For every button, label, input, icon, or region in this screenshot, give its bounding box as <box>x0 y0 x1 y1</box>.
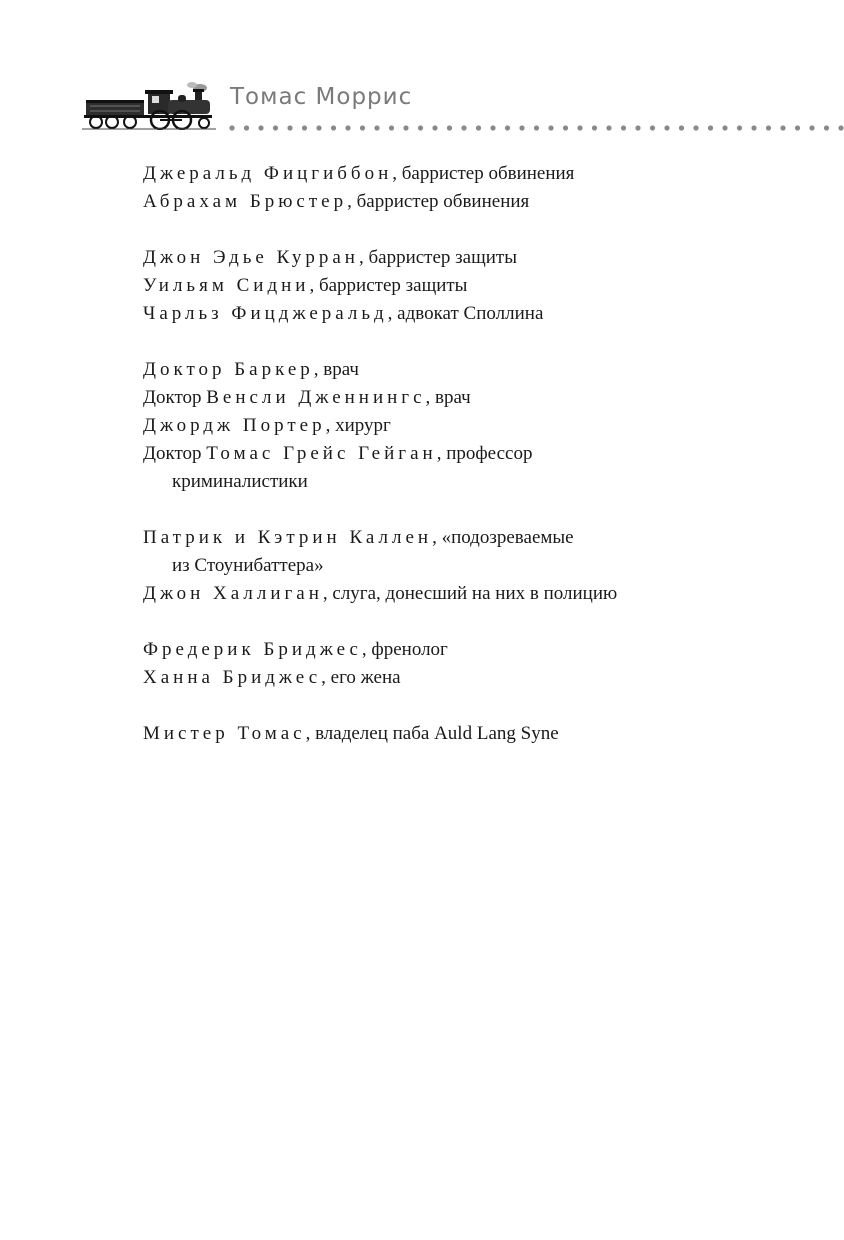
author-name: Томас Моррис <box>230 84 413 110</box>
character-role: , врач <box>313 359 359 380</box>
character-role: , хирург <box>325 415 391 436</box>
cast-entry <box>143 412 783 440</box>
page-header <box>0 0 844 150</box>
cast-entry <box>143 188 783 216</box>
cast-group <box>143 636 783 692</box>
character-name: Венсли Дженнингс <box>206 387 426 408</box>
character-role: , барристер защиты <box>309 275 468 296</box>
cast-group <box>143 244 783 328</box>
cast-entry <box>143 300 783 328</box>
cast-entry <box>143 440 783 468</box>
character-role: , профессор <box>436 443 533 464</box>
character-role: , «подозреваемые <box>432 527 574 548</box>
character-role: из Стоунибаттера» <box>172 555 324 576</box>
character-name: Патрик и Кэтрин Каллен <box>143 527 433 548</box>
character-role: , владелец паба Auld Lang Syne <box>305 723 559 744</box>
character-name: Абрахам Брюстер <box>143 191 348 212</box>
character-name: Томас Грейс Гейган <box>206 443 437 464</box>
character-role: криминалистики <box>172 471 308 492</box>
cast-entry <box>143 244 783 272</box>
cast-entry <box>143 664 783 692</box>
character-title: Доктор <box>143 443 207 464</box>
cast-group <box>143 356 783 496</box>
character-role: , врач <box>425 387 471 408</box>
locomotive-icon <box>82 82 216 130</box>
character-name: Джон Эдье Курран <box>143 247 359 268</box>
cast-group <box>143 160 783 216</box>
character-name: Джордж Портер <box>143 415 326 436</box>
character-name: Фредерик Бриджес <box>143 639 362 660</box>
character-role: , барристер защиты <box>358 247 517 268</box>
character-name: Джон Халлиган <box>143 583 323 604</box>
cast-entry <box>143 356 783 384</box>
character-name: Чарльз Фицджеральд <box>143 303 388 324</box>
character-role: , адвокат Споллина <box>387 303 544 324</box>
character-name: Мистер Томас <box>143 723 306 744</box>
cast-entry-continuation <box>143 468 783 496</box>
cast-entry-continuation <box>143 552 783 580</box>
character-name: Уильям Сидни <box>143 275 310 296</box>
cast-entry <box>143 636 783 664</box>
cast-list <box>143 160 783 776</box>
character-role: , барристер обвинения <box>347 191 530 212</box>
cast-group <box>143 524 783 608</box>
character-role: , его жена <box>321 667 401 688</box>
cast-entry <box>143 524 783 552</box>
character-role: , слуга, донесший на них в полицию <box>322 583 618 604</box>
character-name: Доктор Баркер <box>143 359 314 380</box>
character-title: Доктор <box>143 387 207 408</box>
dotted-divider <box>228 124 844 132</box>
character-name: Ханна Бриджес <box>143 667 322 688</box>
cast-entry <box>143 580 783 608</box>
cast-entry <box>143 384 783 412</box>
character-name: Джеральд Фицгиббон <box>143 163 393 184</box>
cast-entry <box>143 272 783 300</box>
cast-entry <box>143 720 783 748</box>
cast-group <box>143 720 783 748</box>
character-role: , барристер обвинения <box>392 163 575 184</box>
character-role: , френолог <box>361 639 448 660</box>
cast-entry <box>143 160 783 188</box>
